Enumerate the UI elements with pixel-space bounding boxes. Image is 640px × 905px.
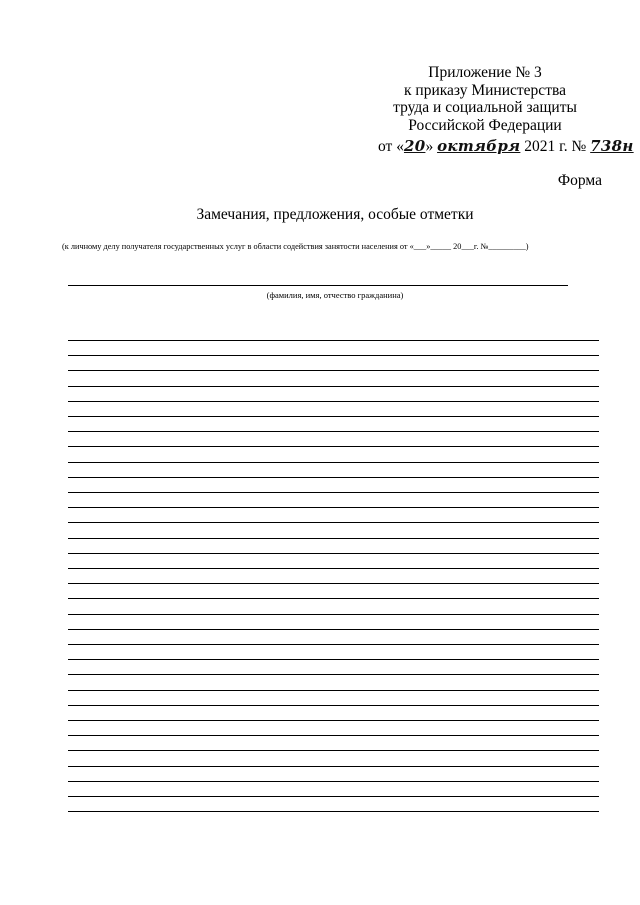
writing-line — [68, 340, 599, 341]
order-date-line — [378, 137, 634, 156]
appendix-ministry: труда и социальной защиты — [393, 99, 577, 116]
date-prefix: от « — [378, 138, 404, 155]
writing-line — [68, 750, 599, 751]
writing-line — [68, 431, 599, 432]
writing-line — [68, 796, 599, 797]
writing-line — [68, 659, 599, 660]
writing-line — [68, 598, 599, 599]
writing-line — [68, 705, 599, 706]
date-year: 2021 г. № — [524, 138, 587, 155]
writing-line — [68, 446, 599, 447]
writing-line — [68, 720, 599, 721]
writing-line — [68, 811, 599, 812]
appendix-number: Приложение № 3 — [428, 64, 542, 81]
writing-line — [68, 674, 599, 675]
writing-line — [68, 553, 599, 554]
writing-line — [68, 629, 599, 630]
writing-line — [68, 370, 599, 371]
writing-line — [68, 386, 599, 387]
citizen-name-caption: (фамилия, имя, отчество гражданина) — [266, 290, 404, 300]
writing-line — [68, 522, 599, 523]
appendix-header — [360, 64, 610, 134]
form-label: Форма — [557, 172, 602, 189]
writing-line — [68, 492, 599, 493]
writing-line — [68, 690, 599, 691]
date-mid: » — [425, 138, 434, 155]
handwritten-order-number: 738н — [590, 137, 634, 155]
writing-line — [68, 614, 599, 615]
writing-line — [68, 735, 599, 736]
writing-line — [68, 583, 599, 584]
writing-line — [68, 568, 599, 569]
appendix-order-ref: к приказу Министерства — [404, 81, 566, 99]
writing-line — [68, 355, 599, 356]
handwritten-day: 20 — [403, 137, 426, 155]
writing-line — [68, 401, 599, 402]
writing-line — [68, 538, 599, 539]
writing-line — [68, 477, 599, 478]
writing-line — [68, 462, 599, 463]
writing-line — [68, 644, 599, 645]
writing-line — [68, 781, 599, 782]
citizen-name-line — [68, 285, 568, 286]
handwritten-month: октября — [437, 137, 521, 155]
document-title: Замечания, предложения, особые отметки — [196, 206, 474, 223]
writing-line — [68, 507, 599, 508]
appendix-country: Российской Федерации — [408, 116, 562, 134]
personal-file-note: (к личному делу получателя государственных услуг в области содействия занятости населения от «___»_____ 20___г. №_________) — [62, 242, 529, 251]
writing-line — [68, 766, 599, 767]
writing-line — [68, 416, 599, 417]
